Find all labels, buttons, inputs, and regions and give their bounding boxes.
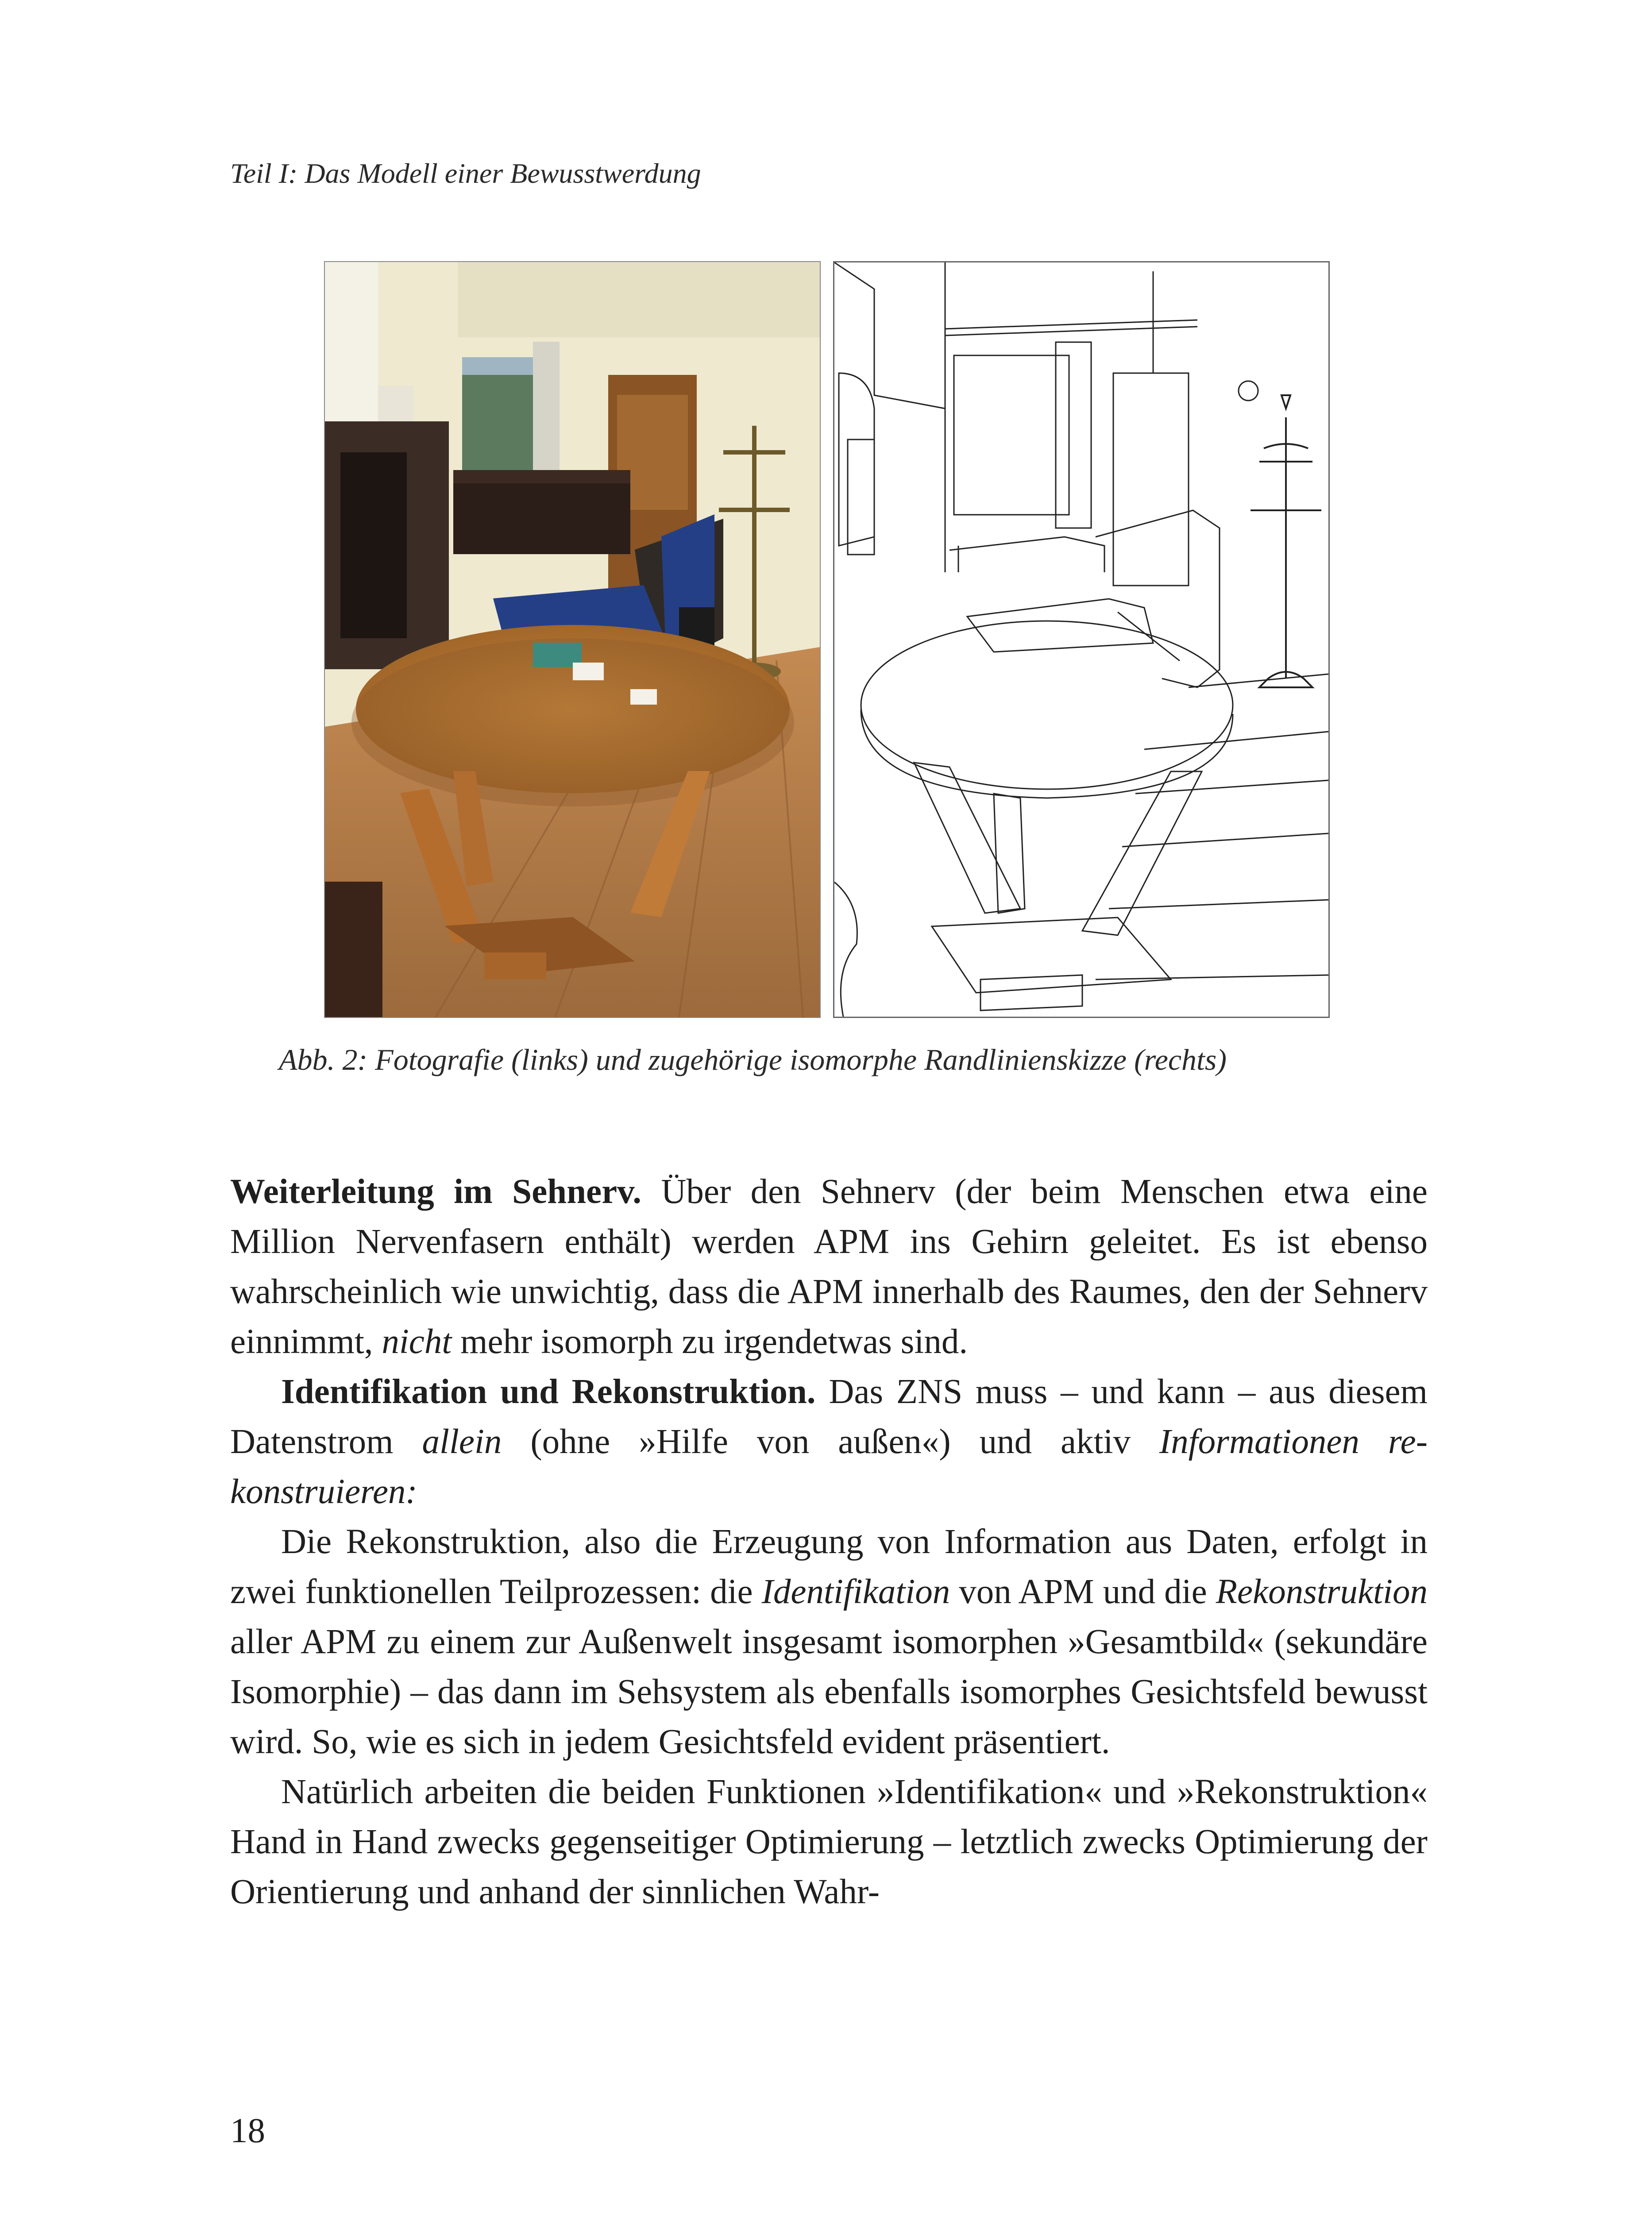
running-head: Teil I: Das Modell einer Bewusstwerdung xyxy=(230,158,701,189)
emphasis: nicht xyxy=(382,1322,452,1361)
paragraph-weiterleitung xyxy=(230,1167,1428,1367)
paragraph-rekonstruktion xyxy=(230,1517,1428,1767)
body-text xyxy=(230,1167,1428,1917)
paragraph-text: mehr isomorph zu irgendetwas sind. xyxy=(452,1322,968,1361)
paragraph-heading: Weiterleitung im Sehnerv. xyxy=(230,1172,642,1211)
emphasis: Informationen re-konstruieren: xyxy=(230,1423,1428,1511)
emphasis: Identifikation xyxy=(761,1573,950,1611)
paragraph-text: aller APM zu einem zur Außenwelt insgesamt isomorphen »Gesamtbild« (sekundäre Isomorphie) – das dann im Sehsystem als ebenfalls isomorphes Gesichtsfeld bewusst wird. So, wie es sich in jedem Gesichtsfeld evident präsentiert. xyxy=(230,1623,1428,1761)
paragraph-natuerlich xyxy=(230,1767,1428,1917)
figure-photograph xyxy=(324,261,821,1018)
emphasis: allein xyxy=(422,1423,502,1461)
paragraph-text: Über den Sehnerv (der beim Menschen etwa eine Million Nervenfasern enthält) werden APM ins Gehirn geleitet. Es ist ebenso wahrscheinlich wie unwichtig, dass die APM innerhalb des Raumes, den der Sehnerv einnimmt, xyxy=(230,1172,1428,1361)
paragraph-text: von APM und die xyxy=(950,1573,1216,1611)
line-sketch-illustration xyxy=(834,262,1328,1017)
figure-line-sketch xyxy=(833,261,1330,1018)
paragraph-text: Natürlich arbeiten die beiden Funktionen »Identifikation« und »Rekonstruktion« Hand in Hand zwecks gegenseitiger Optimierung – letztlich zwecks Optimierung der Orientierung und anhand der sinnlichen Wahr- xyxy=(230,1773,1428,1911)
photograph-illustration xyxy=(325,262,820,1017)
paragraph-heading: Identifikation und Rekonstruktion. xyxy=(281,1373,816,1411)
figure-caption: Abb. 2: Fotografie (links) und zugehörige isomorphe Randlinienskizze (rechts) xyxy=(279,1043,1227,1076)
page-number: 18 xyxy=(230,2112,265,2150)
emphasis: Rekonstruktion xyxy=(1216,1573,1428,1611)
paragraph-identifikation xyxy=(230,1367,1428,1517)
paragraph-text: (ohne »Hilfe von außen«) und aktiv xyxy=(502,1423,1159,1461)
paragraph-text: Die Rekonstruktion, also die Erzeugung von Information aus Daten, erfolgt in zwei funktionellen Teilprozessen: die xyxy=(230,1523,1428,1611)
paragraph-text: Das ZNS muss – und kann – aus diesem Datenstrom xyxy=(230,1373,1428,1461)
